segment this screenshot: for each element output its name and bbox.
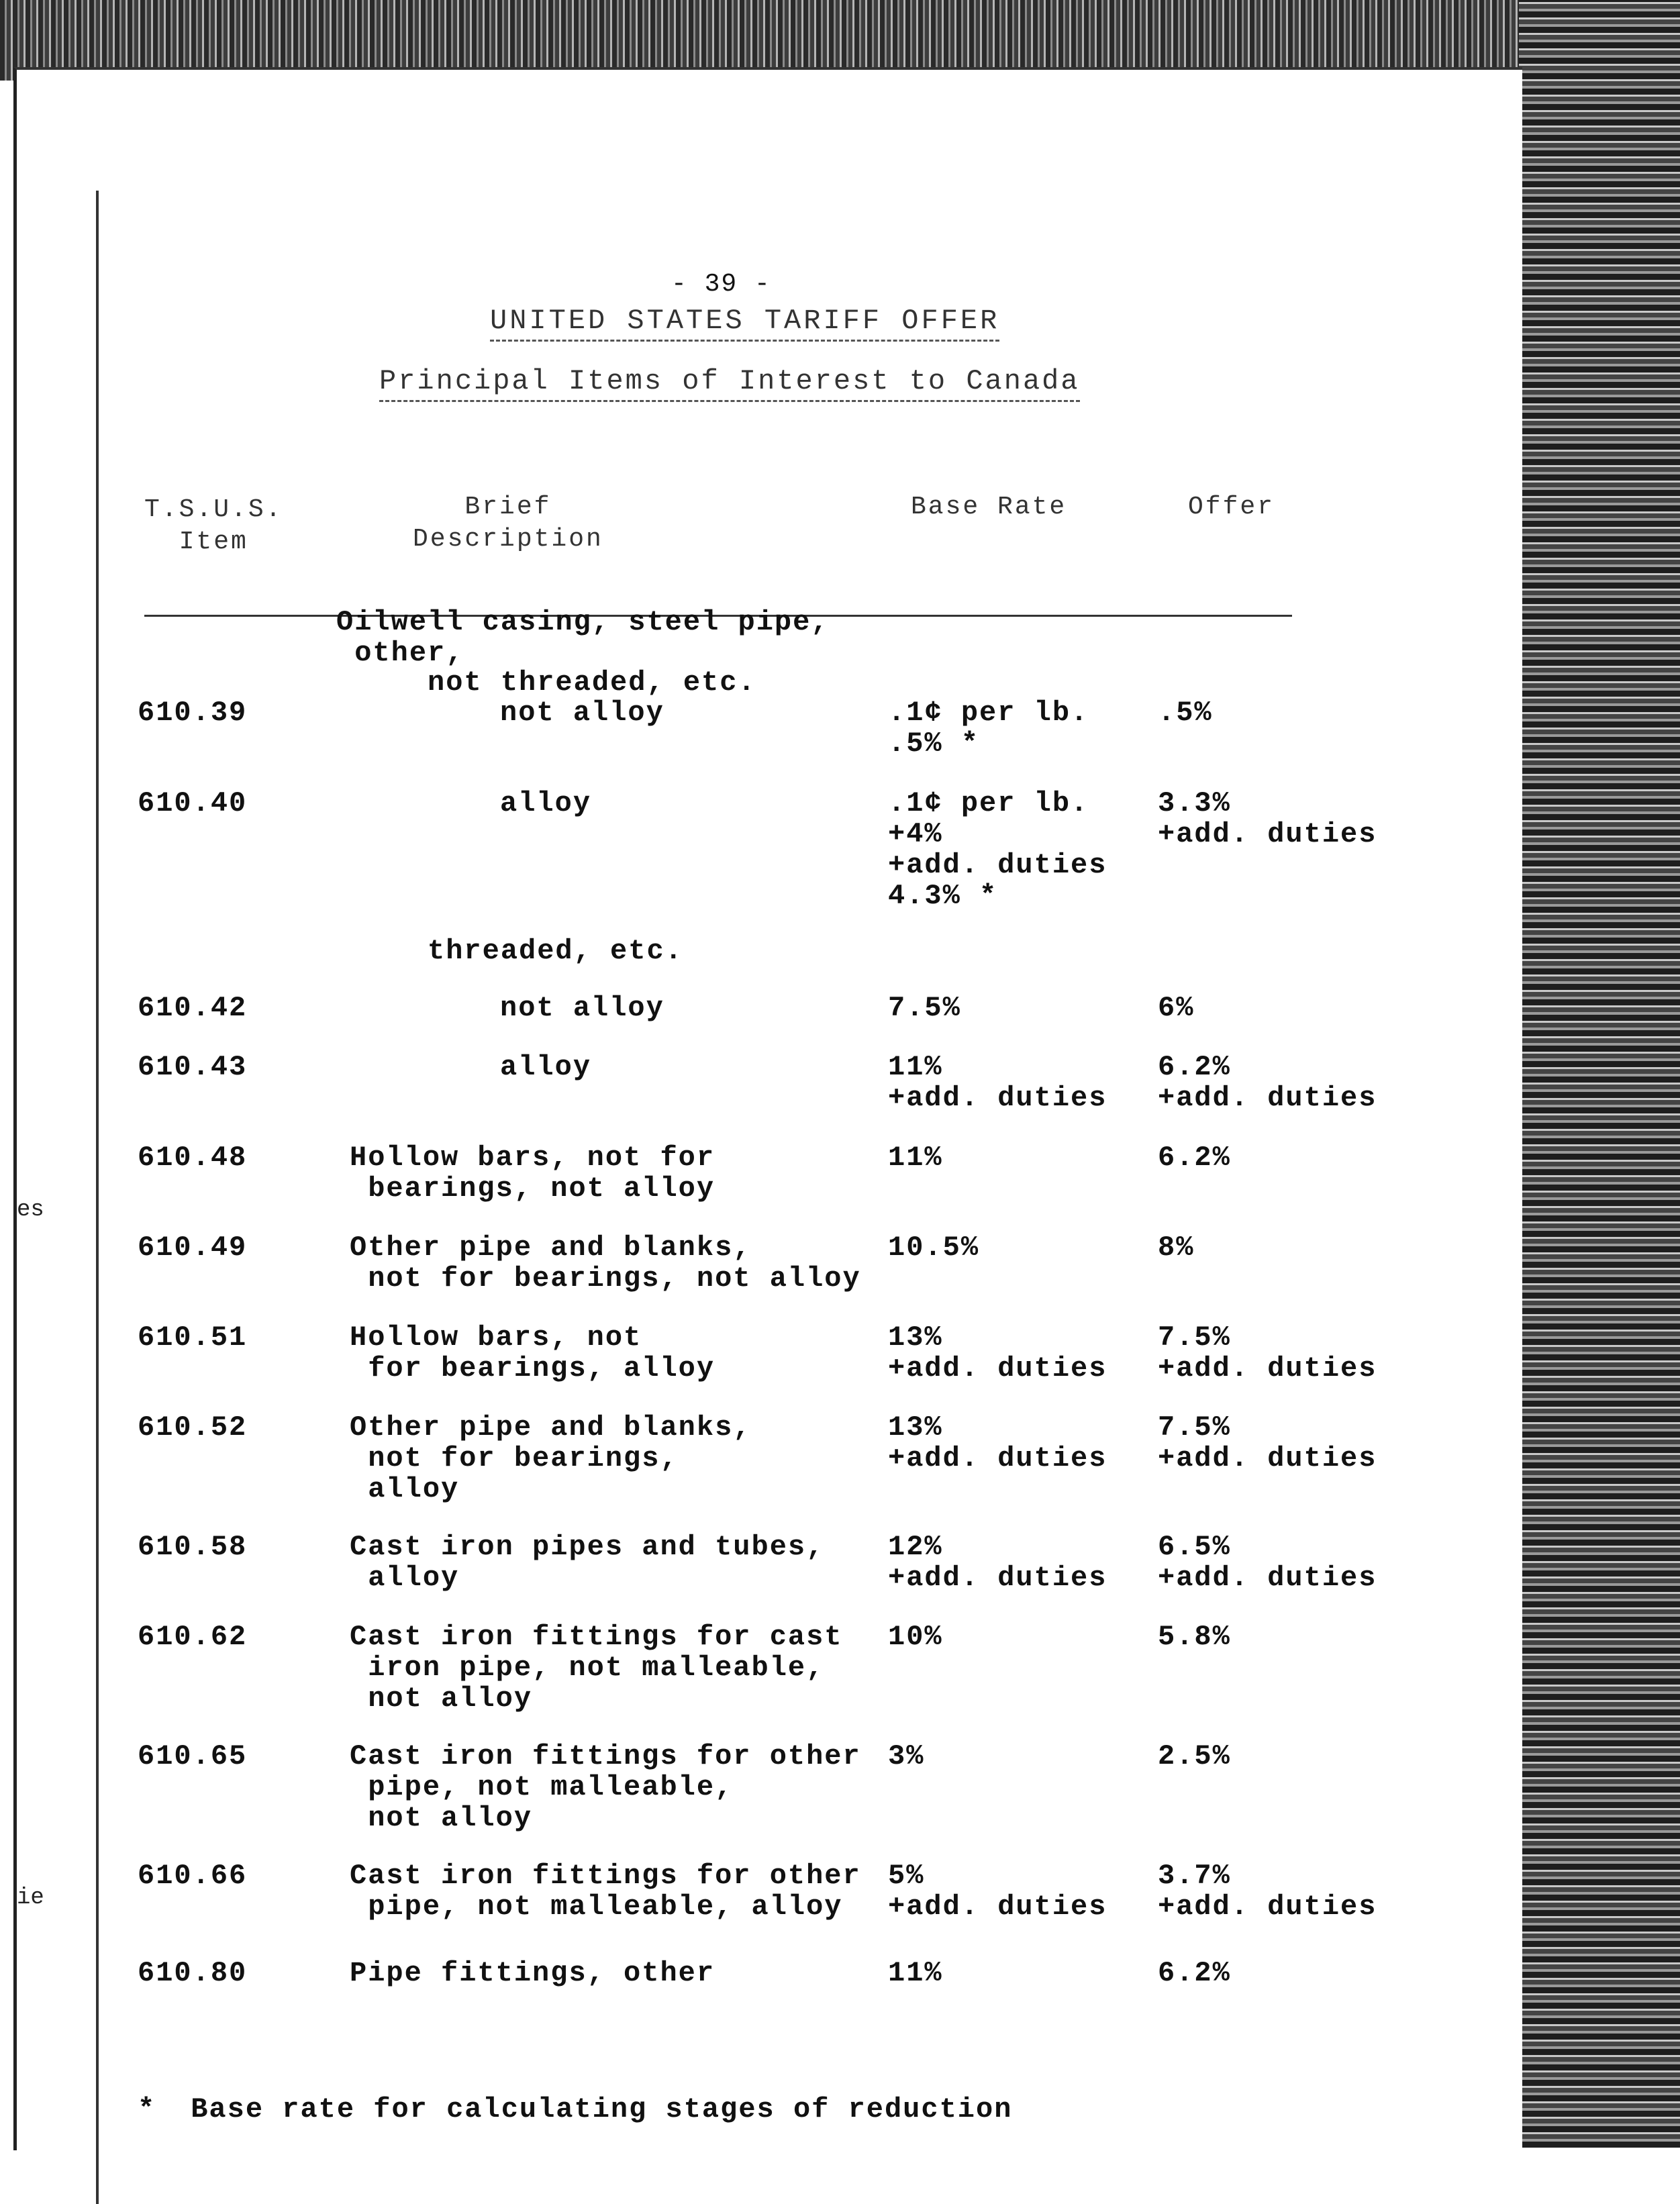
description: Cast iron pipes and tubes, alloy [350,1531,825,1594]
offer: 6.2% +add. duties [1158,1051,1377,1114]
base-rate: 10% [888,1621,943,1653]
header-base-rate: Base Rate [911,493,1067,521]
page-number: - 39 - [671,270,771,299]
document-page [13,67,1522,2150]
offer: .5% [1158,697,1213,729]
item-number: 610.65 [138,1740,248,1772]
description: not alloy [500,992,664,1024]
offer: 6.5% +add. duties [1158,1531,1377,1594]
base-rate: .1¢ per lb. .5% * [888,697,1089,760]
offer: 3.3% +add. duties [1158,787,1377,850]
header-description: Brief Description [413,493,603,554]
offer: 7.5% +add. duties [1158,1411,1377,1474]
item-number: 610.51 [138,1321,248,1354]
margin-note-2: ie [17,1885,44,1911]
description: Hollow bars, not for bearings, not alloy [350,1142,715,1205]
description: Hollow bars, not for bearings, alloy [350,1321,715,1385]
offer: 6% [1158,992,1195,1024]
item-number: 610.40 [138,787,248,819]
item-number: 610.58 [138,1531,248,1563]
offer: 7.5% +add. duties [1158,1321,1377,1385]
description: Cast iron fittings for cast iron pipe, not malleable, not alloy [350,1621,843,1715]
item-number: 610.52 [138,1411,248,1444]
item-number: 610.43 [138,1051,248,1083]
base-rate: 11% [888,1957,943,1989]
offer: 5.8% [1158,1621,1231,1653]
item-number: 610.42 [138,992,248,1024]
description: alloy [500,787,592,819]
base-rate: 11% +add. duties [888,1051,1107,1114]
description: Cast iron fittings for other pipe, not malleable, alloy [350,1860,861,1923]
base-rate: .1¢ per lb. +4% +add. duties 4.3% * [888,787,1107,912]
section-not-threaded: not threaded, etc. [428,666,756,699]
header-offer: Offer [1188,493,1275,521]
item-number: 610.48 [138,1142,248,1174]
base-rate: 5% +add. duties [888,1860,1107,1923]
base-rate: 13% +add. duties [888,1411,1107,1474]
item-number: 610.39 [138,697,248,729]
page-title: UNITED STATES TARIFF OFFER [490,305,999,342]
section-oilwell: Oilwell casing, steel pipe, other, [336,606,830,669]
description: Other pipe and blanks, not for bearings, alloy [350,1411,752,1505]
offer: 8% [1158,1232,1195,1264]
description: alloy [500,1051,592,1083]
page-subtitle: Principal Items of Interest to Canada [379,365,1080,402]
base-rate: 12% +add. duties [888,1531,1107,1594]
section-threaded: threaded, etc. [428,935,683,967]
item-number: 610.49 [138,1232,248,1264]
base-rate: 11% [888,1142,943,1174]
description: not alloy [500,697,664,729]
description: Other pipe and blanks, not for bearings, not alloy [350,1232,861,1295]
description: Pipe fittings, other [350,1957,715,1989]
footnote-text: Base rate for calculating stages of reduction [191,2093,1013,2125]
item-number: 610.62 [138,1621,248,1653]
base-rate: 7.5% [888,992,961,1024]
offer: 2.5% [1158,1740,1231,1772]
footnote [138,2093,1012,2125]
offer: 6.2% [1158,1142,1231,1174]
item-number: 610.66 [138,1860,248,1892]
footnote-marker: * [138,2093,156,2125]
base-rate: 13% +add. duties [888,1321,1107,1385]
offer: 6.2% [1158,1957,1231,1989]
header-item: T.S.U.S. Item [144,495,283,556]
offer: 3.7% +add. duties [1158,1860,1377,1923]
base-rate: 3% [888,1740,925,1772]
scan-right-border [1519,0,1680,2148]
description: Cast iron fittings for other pipe, not malleable, not alloy [350,1740,861,1834]
margin-note-1: es [17,1197,44,1223]
binding-line [96,191,99,2204]
base-rate: 10.5% [888,1232,980,1264]
item-number: 610.80 [138,1957,248,1989]
